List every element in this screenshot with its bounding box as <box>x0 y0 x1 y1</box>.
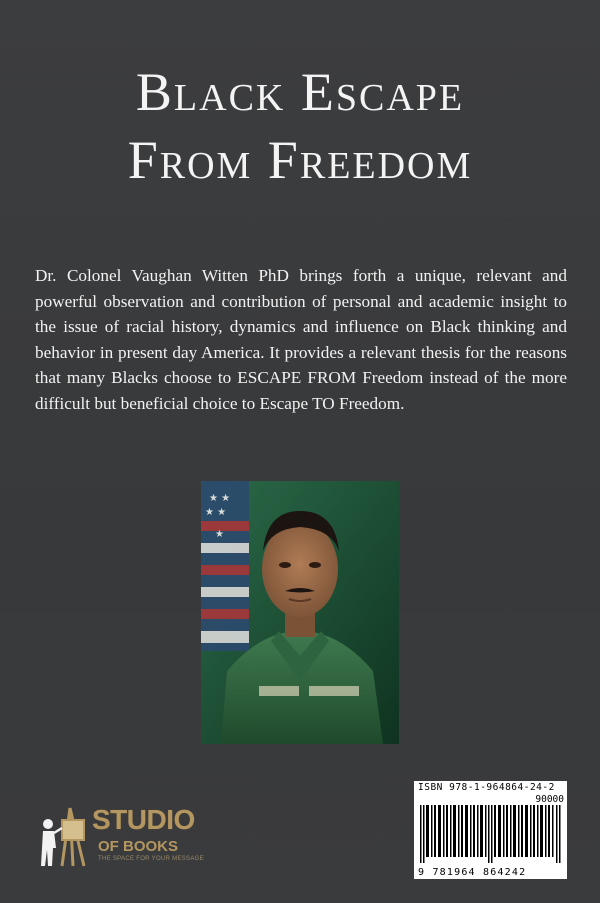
publisher-logo <box>40 800 220 872</box>
publisher-name-books: OF BOOKS <box>98 838 179 855</box>
book-description: Dr. Colonel Vaughan Witten PhD brings forth a unique, relevant and powerful observation and contribution of personal and academic insight to the issue of racial history, dynamics and influence on Black thinking and behavior in present day America. It provides a relevant thesis for the reasons that many Blacks choose to ESCAPE FROM Freedom instead of the more difficult but beneficial choice to Escape TO Freedom. <box>35 266 567 413</box>
portrait-photo <box>201 481 399 744</box>
artist-easel-icon <box>40 804 90 868</box>
isbn-number: ISBN 978-1-964864-24-2 <box>418 782 555 793</box>
barcode-bars <box>420 805 561 863</box>
flag <box>201 481 249 651</box>
publisher-tagline: THE SPACE FOR YOUR MESSAGE <box>98 856 204 862</box>
svg-text:★: ★ <box>215 529 224 540</box>
price-code: 90000 <box>535 794 564 805</box>
svg-text:★ ★: ★ ★ <box>209 493 231 504</box>
publisher-name-studio: STUDIO <box>92 804 195 835</box>
ean-number: 9 781964 864242 <box>418 867 527 878</box>
isbn-barcode <box>414 781 567 879</box>
svg-text:★ ★: ★ ★ <box>205 507 227 518</box>
book-title <box>0 58 600 194</box>
title-line-2: From Freedom <box>127 130 473 190</box>
title-line-1: Black Escape <box>135 62 465 122</box>
author-portrait-photo <box>201 481 399 744</box>
